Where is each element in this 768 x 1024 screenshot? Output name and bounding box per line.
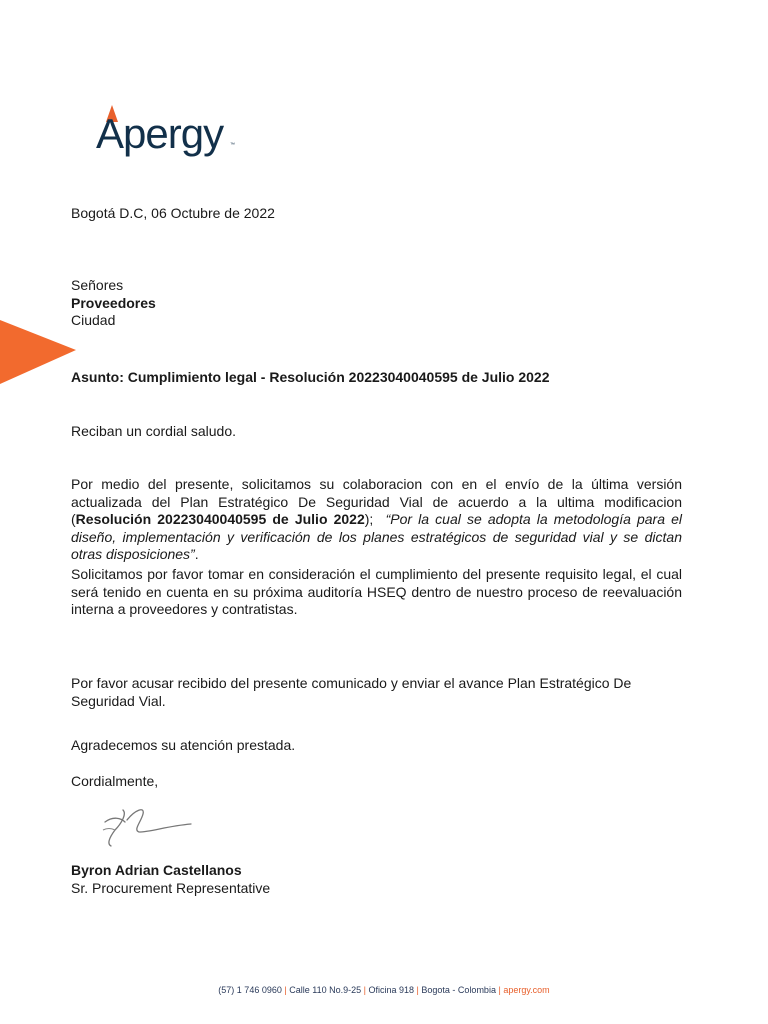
body-paragraph-3: Por favor acusar recibido del presente comunicado y enviar el avance Plan Estratégico De Seguridad Vial. — [71, 675, 632, 709]
signer-name: Byron Adrian Castellanos — [71, 862, 242, 878]
footer-separator: | — [284, 985, 287, 995]
recipient-city: Ciudad — [71, 312, 116, 329]
recipient-name: Proveedores — [71, 294, 156, 311]
body-paragraph-2: Solicitamos por favor tomar en consideración el cumplimiento del presente requisito legal, el cual será tenido en cuenta en su próxima auditoría HSEQ dentro de nuestro proceso de reevaluación interna a proveedores y contratistas. — [71, 566, 682, 618]
body-paragraph-1 — [71, 476, 682, 564]
recipient-salutation: Señores — [71, 277, 124, 293]
footer-separator: | — [498, 985, 501, 995]
signer-block — [71, 862, 682, 897]
p1-quote-italic: “Por la cual se adopta la metodología para el diseño, implementación y verificación de los planes estratégicos de seguridad vial y se dictan otras disposiciones” — [71, 511, 683, 563]
closing: Cordialmente, — [71, 773, 159, 789]
footer-separator: | — [363, 985, 366, 995]
recipient-block — [71, 277, 682, 330]
p1-after: ); — [364, 511, 374, 528]
footer-address: Calle 110 No.9-25 — [289, 985, 362, 995]
footer-city: Bogota - Colombia — [421, 985, 496, 995]
greeting: Reciban un cordial saludo. — [71, 423, 236, 439]
body-paragraph-4: Agradecemos su atención prestada. — [71, 737, 296, 753]
footer-office: Oficina 918 — [368, 985, 415, 995]
subject-line: Asunto: Cumplimiento legal - Resolución 20223040040595 de Julio 2022 — [71, 369, 550, 385]
p1-resolution-bold: Resolución 20223040040595 de Julio 2022 — [75, 511, 365, 528]
footer-website-link[interactable]: apergy.com — [503, 985, 550, 995]
apergy-logo — [96, 100, 246, 160]
footer-contact — [0, 984, 768, 996]
p1-intro: Por medio del presente, solicitamos su colaboracion con en el envío de la última versión actualizada del Plan Estratégico De Seguridad Vial de acuerdo a la ultima modificacion ( — [71, 476, 682, 528]
date-line: Bogotá D.C, 06 Octubre de 2022 — [71, 205, 275, 221]
p1-end: . — [194, 546, 199, 563]
svg-text:Apergy: Apergy — [96, 110, 224, 157]
footer-phone: (57) 1 746 0960 — [218, 985, 282, 995]
handwritten-signature — [95, 800, 205, 860]
signer-title: Sr. Procurement Representative — [71, 879, 271, 896]
svg-text:™: ™ — [230, 142, 235, 148]
footer-separator: | — [416, 985, 419, 995]
orange-triangle-decoration — [0, 320, 76, 384]
